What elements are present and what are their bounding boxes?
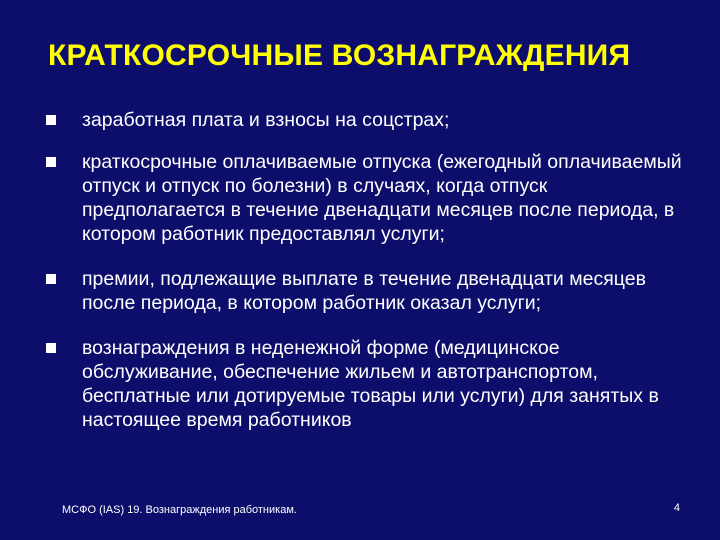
square-bullet-icon <box>46 115 56 125</box>
square-bullet-icon <box>46 157 56 167</box>
slide-title: КРАТКОСРОЧНЫЕ ВОЗНАГРАЖДЕНИЯ <box>48 39 631 72</box>
slide-footer: МСФО (IAS) 19. Вознаграждения работникам. <box>62 504 297 516</box>
bullet-item-bonuses <box>46 267 686 315</box>
bullet-text: вознаграждения в неденежной форме (медицинское обслуживание, обеспечение жильем и автотранспортом, бесплатные или дотируемые товары или услуги) для занятых в настоящее время работников <box>82 337 659 431</box>
bullet-list <box>46 108 686 453</box>
bullet-item-wages <box>46 108 686 132</box>
page-number: 4 <box>673 502 680 514</box>
bullet-text: заработная плата и взносы на соцстрах; <box>82 109 450 131</box>
bullet-text: краткосрочные оплачиваемые отпуска (ежегодный оплачиваемый отпуск и отпуск по болезни) в случаях, когда отпуск предполагается в течение двенадцати месяцев после периода, в котором работник предоставлял услуги; <box>82 151 682 245</box>
square-bullet-icon <box>46 274 56 284</box>
bullet-item-non-monetary-benefits <box>46 336 686 432</box>
bullet-item-paid-leave <box>46 150 686 246</box>
bullet-text: премии, подлежащие выплате в течение двенадцати месяцев после периода, в котором работник оказал услуги; <box>82 268 646 314</box>
square-bullet-icon <box>46 343 56 353</box>
